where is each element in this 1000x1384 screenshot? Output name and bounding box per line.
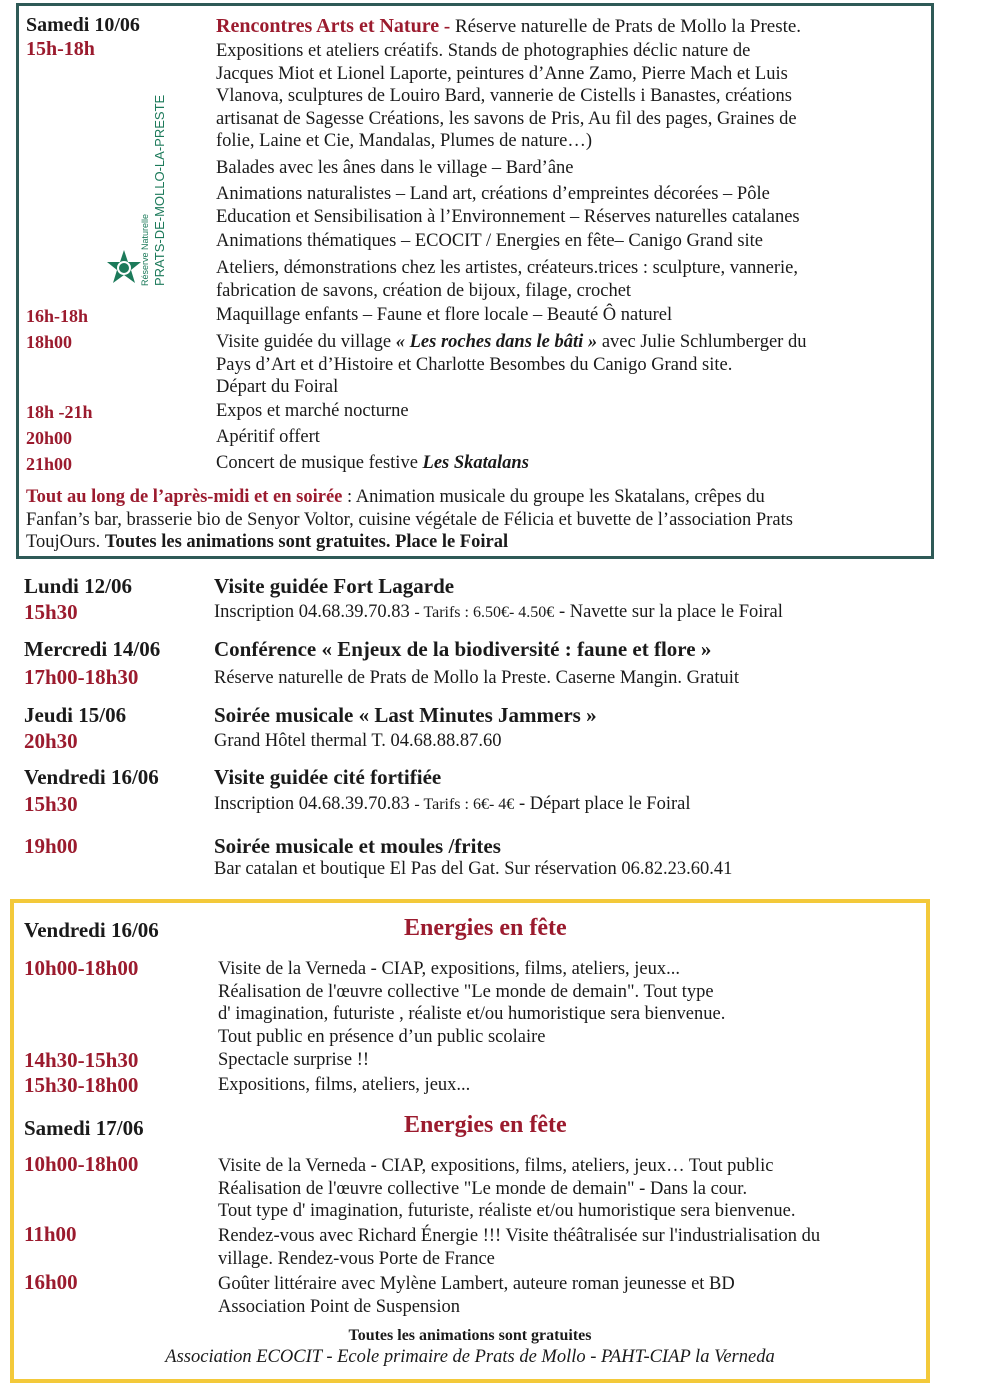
row-text-emphasis: « Les roches dans le bâti » xyxy=(395,332,598,352)
expo-line: Jacques Miot et Lionel Laporte, peintures d’Anne Zamo, Pierre Mach et Luis xyxy=(216,63,788,84)
date-samedi-10: Samedi 10/06 xyxy=(26,14,140,36)
event-detail-part: - Tarifs : 6€- 4€ xyxy=(414,796,515,813)
ateliers-line: Ateliers, démonstrations chez les artistes, créateurs.trices : sculpture, vannerie, xyxy=(216,258,799,278)
slot-time: 11h00 xyxy=(24,1222,77,1246)
slot-line: Goûter littéraire avec Mylène Lambert, auteure roman jeunesse et BD xyxy=(218,1274,735,1294)
event-date: Jeudi 15/06 xyxy=(24,703,127,727)
slot-line: village. Rendez-vous Porte de France xyxy=(218,1248,495,1269)
event-detail: Grand Hôtel thermal T. 04.68.88.87.60 xyxy=(214,731,502,751)
slot-time: 15h30-18h00 xyxy=(24,1073,139,1097)
row-text-emphasis: Les Skatalans xyxy=(422,453,529,473)
event-time: 15h30 xyxy=(24,600,78,624)
samedi-footer xyxy=(26,486,926,554)
logo-line1: Réserve Naturelle xyxy=(140,213,150,286)
row-text-line: Départ du Foiral xyxy=(216,377,339,397)
event-date: Vendredi 16/06 xyxy=(24,765,159,789)
slot-line: Expositions, films, ateliers, jeux... xyxy=(218,1075,471,1095)
footer-text: Fanfan’s bar, brasserie bio de Senyor Voltor, cuisine végétale de Félicia et buvette de l’association Prats xyxy=(26,509,793,530)
slot-line: Spectacle surprise !! xyxy=(218,1050,370,1070)
slot-time: 16h00 xyxy=(24,1270,78,1294)
event-title: Visite guidée cité fortifiée xyxy=(214,765,442,789)
event-detail xyxy=(214,602,783,623)
row-text-part: Visite guidée du village xyxy=(216,332,396,352)
row-time: 18h -21h xyxy=(26,402,93,422)
logo-line2: PRATS-DE-MOLLO-LA-PRESTE xyxy=(152,94,167,286)
event-detail: Réserve naturelle de Prats de Mollo la Preste. Caserne Mangin. Gratuit xyxy=(214,668,740,688)
row-text: Maquillage enfants – Faune et flore locale – Beauté Ô naturel xyxy=(216,305,673,325)
balades-line: Balades avec les ânes dans le village – Bard’âne xyxy=(216,158,574,178)
event-detail-part: - Départ place le Foiral xyxy=(514,794,691,814)
energies-partners: Association ECOCIT - Ecole primaire de Prats de Mollo - PAHT-CIAP la Verneda xyxy=(165,1347,775,1367)
row-text-visite xyxy=(216,331,806,399)
slot-line: Tout public en présence d’un public scolaire xyxy=(218,1026,546,1047)
event-title: Soirée musicale et moules /frites xyxy=(214,834,501,858)
anim-nat-line: Animations naturalistes – Land art, créations d’empreintes décorées – Pôle xyxy=(216,184,770,204)
expo-line: Vlanova, sculptures de Louiro Bard, vannerie de Cistells i Banastes, créations xyxy=(216,86,792,106)
event-time: 15h30 xyxy=(24,792,78,816)
event-detail-part: Inscription 04.68.39.70.83 xyxy=(214,794,415,814)
event-date: Mercredi 14/06 xyxy=(24,637,161,661)
energies-title: Energies en fête xyxy=(404,915,567,941)
slot-time: 14h30-15h30 xyxy=(24,1048,139,1072)
event-title-line xyxy=(216,15,801,38)
reserve-logo xyxy=(100,94,170,290)
event-detail: Bar catalan et boutique El Pas del Gat. Sur réservation 06.82.23.60.41 xyxy=(214,859,733,879)
event-time: 17h00-18h30 xyxy=(24,665,139,689)
expo-line: artisanat de Sagesse Créations, les savons de Pris, Au fil des pages, Graines de xyxy=(216,108,797,129)
expo-line: folie, Laine et Cie, Mandalas, Plumes de nature…) xyxy=(216,131,593,151)
slot-text xyxy=(218,1273,735,1318)
event-time: 19h00 xyxy=(24,834,78,858)
event-detail-part: Inscription 04.68.39.70.83 xyxy=(214,602,415,622)
slot-time: 10h00-18h00 xyxy=(24,956,139,980)
row-text-line: Pays d’Art et d’Histoire et Charlotte Besombes du Canigo Grand site. xyxy=(216,354,733,375)
event-detail xyxy=(214,794,691,815)
row-time: 18h00 xyxy=(26,332,73,352)
slot-line: Visite de la Verneda - CIAP, expositions, films, ateliers, jeux… Tout public xyxy=(218,1156,774,1176)
anim-them-line: Animations thématiques – ECOCIT / Energies en fête– Canigo Grand site xyxy=(216,231,764,251)
slot-time: 10h00-18h00 xyxy=(24,1152,139,1176)
anim-nat-paragraph xyxy=(216,183,800,228)
event-title: Rencontres Arts et Nature xyxy=(216,15,440,37)
row-text: Apéritif offert xyxy=(216,427,320,447)
slot-line: d' imagination, futuriste , réaliste et/ou humoristique sera bienvenue. xyxy=(218,1004,726,1024)
row-text: Expos et marché nocturne xyxy=(216,401,409,421)
event-detail-part: - Navette sur la place le Foiral xyxy=(554,602,783,622)
expo-paragraph xyxy=(216,40,797,153)
event-detail-part: - Tarifs : 6.50€- 4.50€ xyxy=(414,604,555,621)
row-time: 16h-18h xyxy=(26,306,89,326)
energies-date: Samedi 17/06 xyxy=(24,1116,144,1140)
slot-line: Réalisation de l'œuvre collective "Le monde de demain". Tout type xyxy=(218,981,714,1002)
row-text-part: Concert de musique festive xyxy=(216,453,423,473)
title-dash: - xyxy=(443,16,451,37)
slot-line: Réalisation de l'œuvre collective "Le monde de demain" - Dans la cour. xyxy=(218,1178,748,1199)
slot-line: Tout type d' imagination, futuriste, réaliste et/ou humoristique sera bienvenue. xyxy=(218,1201,796,1221)
ateliers-paragraph xyxy=(216,257,798,302)
footer-text: : Animation musicale du groupe les Skatalans, crêpes du xyxy=(342,487,765,507)
slot-text xyxy=(218,1155,795,1223)
footer-highlight: Tout au long de l’après-midi et en soirée xyxy=(26,487,343,507)
row-text-part: avec Julie Schlumberger du xyxy=(597,332,807,352)
time-main: 15h-18h xyxy=(26,38,95,60)
event-title: Soirée musicale « Last Minutes Jammers » xyxy=(214,703,597,727)
energies-title: Energies en fête xyxy=(404,1112,567,1138)
slot-text xyxy=(218,958,725,1048)
slot-line: Association Point de Suspension xyxy=(218,1296,461,1317)
event-date: Lundi 12/06 xyxy=(24,574,132,598)
footer-text: ToujOurs. xyxy=(26,532,105,552)
footer-free-note: Toutes les animations sont gratuites. Place le Foiral xyxy=(104,532,509,552)
expo-line: Expositions et ateliers créatifs. Stands de photographies déclic nature de xyxy=(216,41,751,61)
event-time: 20h30 xyxy=(24,729,78,753)
row-time: 21h00 xyxy=(26,454,73,474)
anim-nat-line: Education et Sensibilisation à l’Environnement – Réserves naturelles catalanes xyxy=(216,206,800,227)
event-title: Visite guidée Fort Lagarde xyxy=(214,574,455,598)
event-title: Conférence « Enjeux de la biodiversité : faune et flore » xyxy=(214,637,712,661)
energies-date: Vendredi 16/06 xyxy=(24,918,159,942)
slot-line: Visite de la Verneda - CIAP, expositions, films, ateliers, jeux... xyxy=(218,959,680,979)
event-place: Réserve naturelle de Prats de Mollo la Preste. xyxy=(454,16,802,37)
ateliers-line: fabrication de savons, création de bijoux, filage, crochet xyxy=(216,280,632,301)
slot-line: Rendez-vous avec Richard Énergie !!! Visite théâtralisée sur l'industrialisation du xyxy=(218,1226,821,1246)
row-text-concert xyxy=(216,453,529,474)
row-time: 20h00 xyxy=(26,428,73,448)
slot-text xyxy=(218,1225,820,1270)
energies-free-note: Toutes les animations sont gratuites xyxy=(348,1327,592,1344)
